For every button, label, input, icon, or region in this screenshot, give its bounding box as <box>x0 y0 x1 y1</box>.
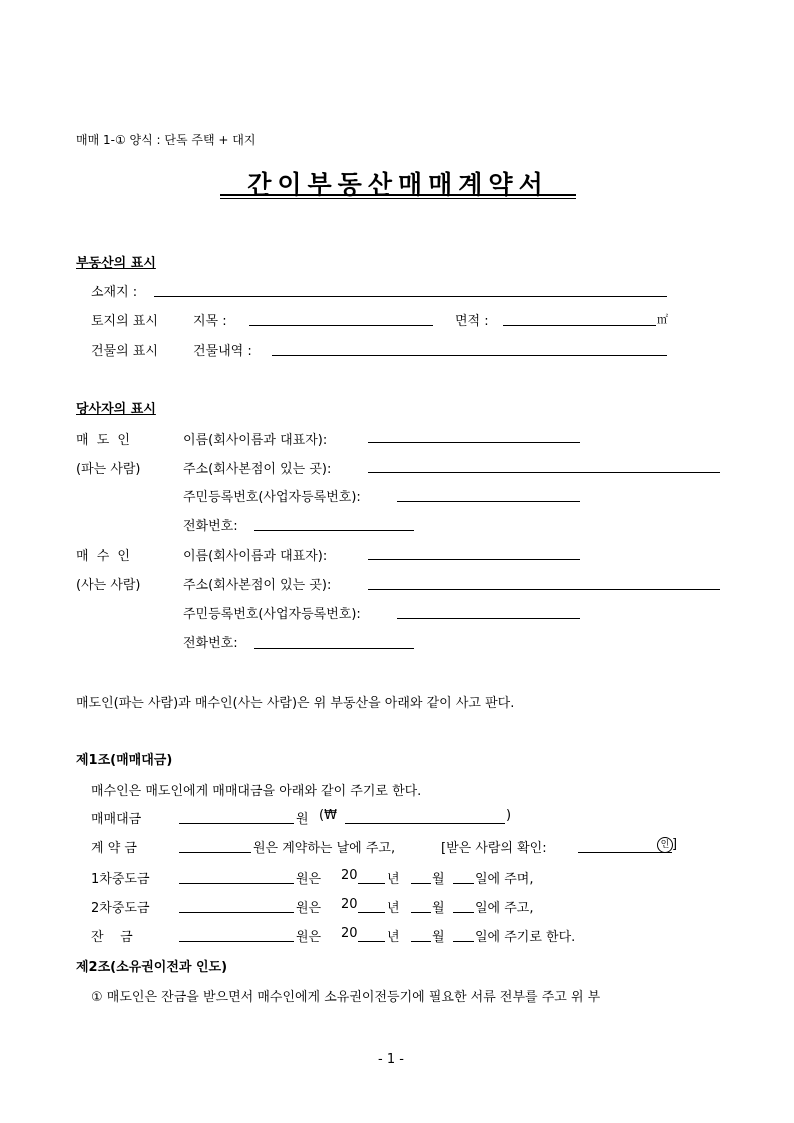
location-field[interactable] <box>154 296 667 297</box>
title-underline <box>220 194 576 196</box>
document-title: 간이부동산매매계약서 <box>247 170 549 199</box>
price-krw-field[interactable] <box>345 823 505 824</box>
balance-month-field[interactable] <box>411 941 431 942</box>
seal-icon: 인 <box>657 837 673 853</box>
receipt-close: ] <box>672 837 678 852</box>
price-amount-field[interactable] <box>179 823 294 824</box>
interim1-month-field[interactable] <box>411 883 431 884</box>
area-field[interactable] <box>503 325 656 326</box>
seller-id-field[interactable] <box>397 501 580 502</box>
buyer-id-field[interactable] <box>397 618 580 619</box>
deposit-text: 원은 계약하는 날에 주고, <box>253 841 396 856</box>
interim1-amount-field[interactable] <box>179 883 294 884</box>
buyer-sub-label: (사는 사람) <box>76 578 141 593</box>
property-heading: 부동산의 표시 <box>76 256 156 271</box>
interim1-day-field[interactable] <box>453 883 474 884</box>
deposit-label: 계 약 금 <box>91 841 137 856</box>
interim2-month-label: 월 <box>432 901 445 916</box>
building-label: 건물의 표시 <box>91 344 158 359</box>
seller-sub-label: (파는 사람) <box>76 462 141 477</box>
receipt-label: [받은 사람의 확인: <box>441 841 547 856</box>
seller-phone-field[interactable] <box>254 530 414 531</box>
buyer-label: 매 수 인 <box>76 549 132 564</box>
seal-mark <box>657 837 673 853</box>
buyer-phone-label: 전화번호: <box>183 636 238 651</box>
building-detail-field[interactable] <box>272 355 667 356</box>
article2-clause1: ① 매도인은 잔금을 받으면서 매수인에게 소유권이전등기에 필요한 서류 전부를 주고 위 부 <box>91 990 601 1005</box>
balance-year-field[interactable] <box>358 941 385 942</box>
form-label: 매매 1-① 양식 : 단독 주택 + 대지 <box>76 133 256 147</box>
balance-label: 잔 금 <box>91 930 133 945</box>
balance-amount-field[interactable] <box>179 941 294 942</box>
agreement-intro: 매도인(파는 사람)과 매수인(사는 사람)은 위 부동산을 아래와 같이 사고 판다. <box>76 696 515 711</box>
seller-name-label: 이름(회사이름과 대표자): <box>183 433 328 448</box>
interim2-won: 원은 <box>296 901 322 916</box>
balance-day-field[interactable] <box>453 941 474 942</box>
seller-address-field[interactable] <box>368 472 720 473</box>
article2-heading: 제2조(소유권이전과 인도) <box>76 960 228 975</box>
page-number: - 1 - <box>378 1052 404 1067</box>
deposit-amount-field[interactable] <box>179 852 251 853</box>
interim1-month-label: 월 <box>432 872 445 887</box>
interim1-year-prefix: 20 <box>341 868 358 883</box>
interim2-month-field[interactable] <box>411 912 431 913</box>
buyer-phone-field[interactable] <box>254 648 414 649</box>
parties-heading: 당사자의 표시 <box>76 402 156 417</box>
land-label: 토지의 표시 <box>91 314 158 329</box>
price-krw-close: ) <box>506 808 512 823</box>
seller-address-label: 주소(회사본점이 있는 곳): <box>183 462 332 477</box>
interim1-year-label: 년 <box>387 872 400 887</box>
buyer-id-label: 주민등록번호(사업자등록번호): <box>183 607 361 622</box>
interim2-amount-field[interactable] <box>179 912 294 913</box>
location-label: 소재지 : <box>91 285 138 300</box>
interim1-tail: 일에 주며, <box>475 872 534 887</box>
area-unit: ㎡ <box>657 313 668 326</box>
seller-name-field[interactable] <box>368 442 580 443</box>
interim2-year-prefix: 20 <box>341 897 358 912</box>
interim2-label: 2차중도금 <box>91 901 150 916</box>
balance-year-prefix: 20 <box>341 926 358 941</box>
balance-month-label: 월 <box>432 930 445 945</box>
interim1-year-field[interactable] <box>358 883 385 884</box>
interim2-year-field[interactable] <box>358 912 385 913</box>
balance-tail: 일에 주기로 한다. <box>475 930 576 945</box>
interim1-won: 원은 <box>296 872 322 887</box>
price-krw-open: (₩ <box>319 808 337 823</box>
buyer-address-field[interactable] <box>368 589 720 590</box>
area-label: 면적 : <box>455 314 489 329</box>
balance-year-label: 년 <box>387 930 400 945</box>
building-detail-label: 건물내역 : <box>193 344 252 359</box>
title-underline-thin <box>220 198 576 199</box>
article1-heading: 제1조(매매대금) <box>76 753 173 768</box>
balance-won: 원은 <box>296 930 322 945</box>
article1-intro: 매수인은 매도인에게 매매대금을 아래와 같이 주기로 한다. <box>91 784 422 799</box>
seller-id-label: 주민등록번호(사업자등록번호): <box>183 490 361 505</box>
buyer-address-label: 주소(회사본점이 있는 곳): <box>183 578 332 593</box>
price-won: 원 <box>296 812 309 827</box>
buyer-name-label: 이름(회사이름과 대표자): <box>183 549 328 564</box>
seller-phone-label: 전화번호: <box>183 519 238 534</box>
interim1-label: 1차중도금 <box>91 872 150 887</box>
interim2-year-label: 년 <box>387 901 400 916</box>
land-category-field[interactable] <box>249 325 433 326</box>
seller-label: 매 도 인 <box>76 433 132 448</box>
interim2-tail: 일에 주고, <box>475 901 534 916</box>
buyer-name-field[interactable] <box>368 559 580 560</box>
interim2-day-field[interactable] <box>453 912 474 913</box>
land-category-label: 지목 : <box>193 314 227 329</box>
price-label: 매매대금 <box>91 812 142 827</box>
